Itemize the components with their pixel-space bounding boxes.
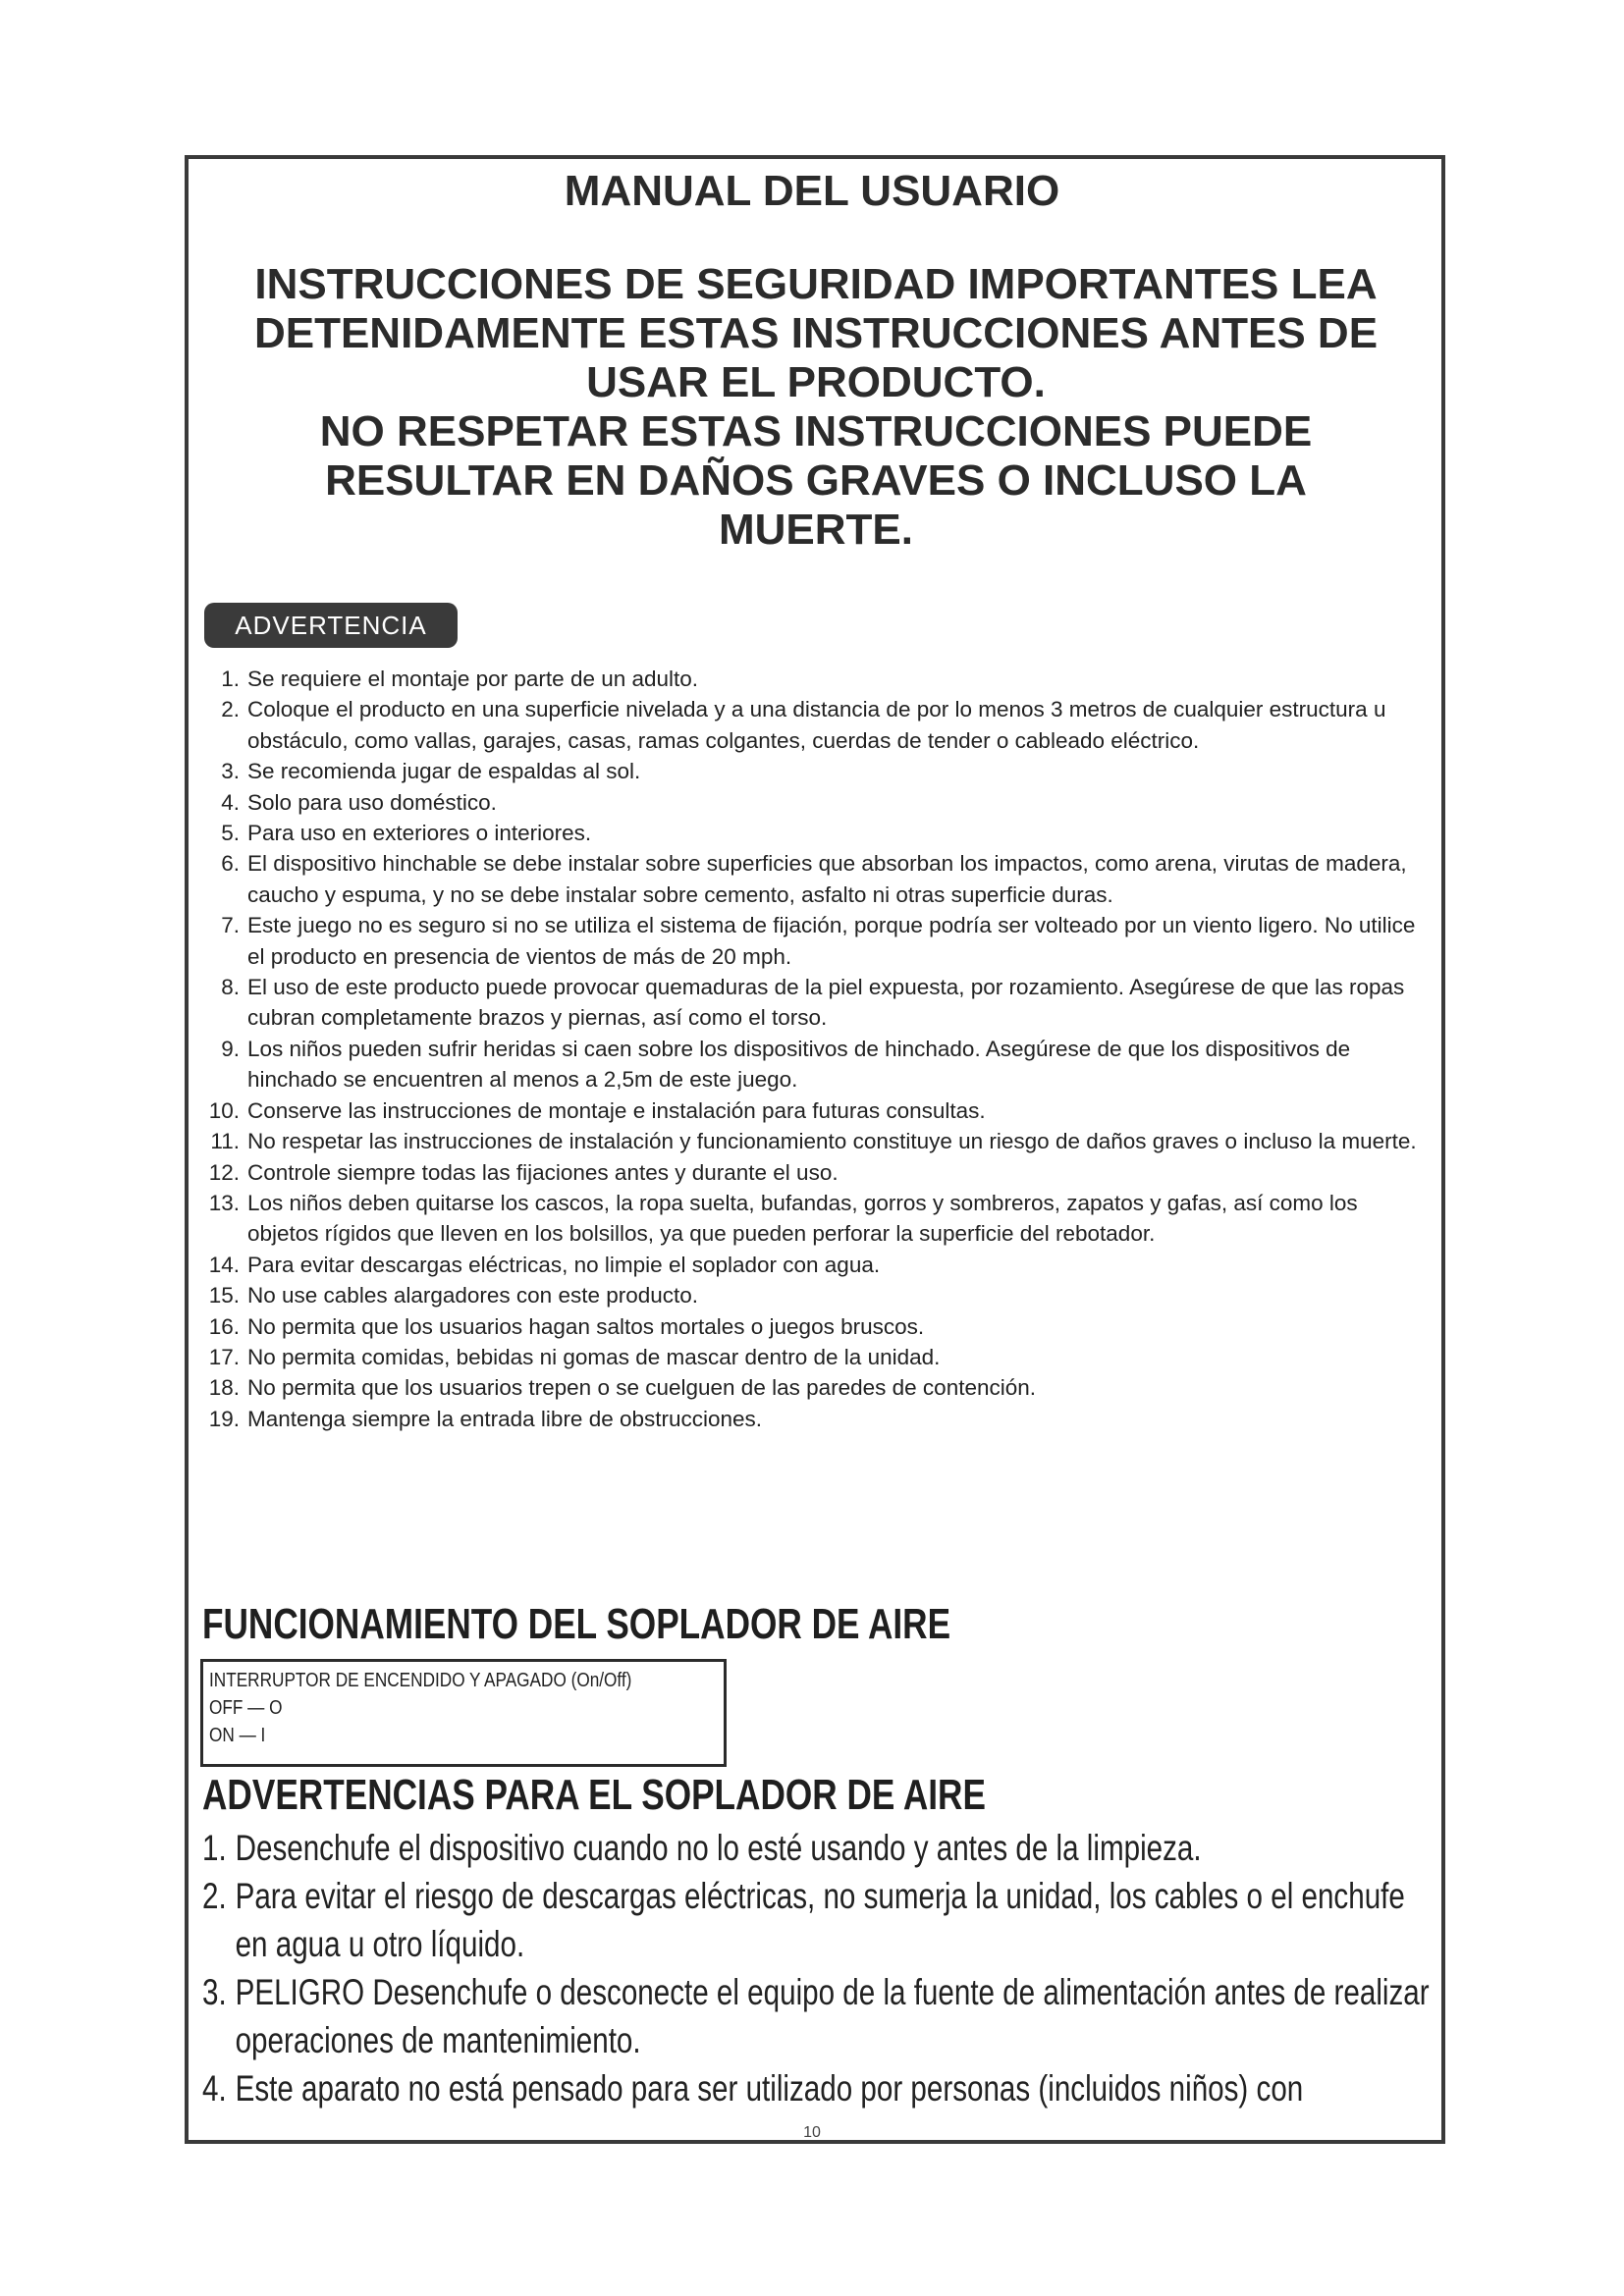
subtitle-line: RESULTAR EN DAÑOS GRAVES O INCLUSO LA [325, 456, 1307, 505]
warning-item-number: 19. [208, 1406, 240, 1431]
warning-item-text: Para evitar descargas eléctricas, no limpie el soplador con agua. [247, 1252, 881, 1277]
warning-item [187, 787, 1434, 818]
blower-warning-item-text: Este aparato no está pensado para ser utilizado por personas (incluidos niños) con [235, 2068, 1304, 2109]
switch-on-label: ON — I [209, 1725, 266, 1746]
switch-off-label: OFF — O [209, 1697, 283, 1719]
warning-item [187, 1188, 1434, 1250]
warning-item [187, 756, 1434, 786]
warning-item [187, 1157, 1434, 1188]
warning-item [187, 1280, 1434, 1310]
warning-item [187, 1034, 1434, 1095]
blower-warning-item-text: Desenchufe el dispositivo cuando no lo esté usando y antes de la limpieza. [235, 1828, 1202, 1868]
warning-item [187, 1126, 1434, 1156]
blower-warning-item-text: Para evitar el riesgo de descargas eléctricas, no sumerja la unidad, los cables o el enchufe en agua u otro líquido. [235, 1876, 1405, 1964]
blower-warning-item-number: 1. [202, 1828, 227, 1868]
blower-warning-item [202, 1824, 1430, 1872]
warning-item-text: Mantenga siempre la entrada libre de obstrucciones. [247, 1406, 763, 1431]
warning-item-text: No respetar las instrucciones de instalación y funcionamiento constituye un riesgo de daños graves o incluso la muerte. [247, 1129, 1417, 1154]
warning-item [187, 1095, 1434, 1126]
warning-item-number: 3. [221, 759, 240, 784]
blower-warning-item [202, 1968, 1430, 2064]
warning-item-number: 14. [208, 1252, 240, 1277]
warning-item-number: 9. [221, 1036, 240, 1061]
warning-badge: ADVERTENCIA [204, 603, 458, 648]
warning-item [187, 1404, 1434, 1434]
subtitle-line: INSTRUCCIONES DE SEGURIDAD IMPORTANTES LEA [254, 260, 1378, 308]
warning-list [187, 664, 1434, 1434]
warning-item-text: Los niños pueden sufrir heridas si caen sobre los dispositivos de hinchado. Asegúrese de que los dispositivos de hinchado se encuentren al menos a 2,5m de este juego. [247, 1036, 1351, 1093]
warning-item-text: Conserve las instrucciones de montaje e instalación para futuras consultas. [247, 1097, 986, 1123]
warning-item-number: 2. [221, 697, 240, 722]
subtitle-line: MUERTE. [719, 506, 913, 554]
warning-item-text: Este juego no es seguro si no se utiliza el sistema de fijación, porque podría ser volteado por un viento ligero. No utilice el producto en presencia de vientos de más de 20 mph. [247, 913, 1416, 969]
warning-item [187, 1311, 1434, 1342]
blower-warning-item-number: 2. [202, 1876, 227, 1916]
warning-item-number: 11. [210, 1129, 240, 1154]
blower-warning-item-number: 3. [202, 1972, 227, 2012]
operation-heading: FUNCIONAMIENTO DEL SOPLADOR DE AIRE [202, 1600, 951, 1648]
warning-item-number: 6. [221, 851, 240, 877]
warning-item-text: No use cables alargadores con este producto. [247, 1283, 699, 1308]
warning-item-number: 12. [208, 1159, 240, 1185]
warning-item-text: Solo para uso doméstico. [247, 789, 497, 815]
warning-item [187, 694, 1434, 756]
blower-warning-item [202, 1872, 1430, 1968]
warning-item-text: Se requiere el montaje por parte de un adulto. [247, 667, 699, 691]
warning-item-text: El uso de este producto puede provocar quemaduras de la piel expuesta, por rozamiento. Asegúrese de que las ropas cubran completamente brazos y piernas, así como el torso. [247, 975, 1405, 1031]
warning-item [187, 818, 1434, 848]
page-number: 10 [803, 2124, 821, 2141]
warning-item-text: Coloque el producto en una superficie nivelada y a una distancia de por lo menos 3 metros de cualquier estructura u obstáculo, como vallas, garajes, casas, ramas colgantes, cuerdas de tender o cableado eléctrico. [247, 697, 1386, 753]
warning-item-text: No permita que los usuarios trepen o se cuelguen de las paredes de contención. [247, 1375, 1037, 1401]
page-title: MANUAL DEL USUARIO [564, 167, 1060, 215]
warning-item-text: No permita comidas, bebidas ni gomas de mascar dentro de la unidad. [247, 1344, 941, 1369]
safety-subtitle [192, 260, 1439, 555]
warning-item-text: Para uso en exteriores o interiores. [247, 821, 592, 846]
warning-item [187, 910, 1434, 972]
blower-warning-item-number: 4. [202, 2068, 227, 2109]
blower-warnings-heading: ADVERTENCIAS PARA EL SOPLADOR DE AIRE [202, 1771, 986, 1819]
warning-item-text: No permita que los usuarios hagan saltos mortales o juegos bruscos. [247, 1313, 925, 1339]
blower-warning-item [202, 2064, 1430, 2112]
warning-item-text: Se recomienda jugar de espaldas al sol. [247, 759, 641, 784]
warning-item-number: 18. [208, 1375, 240, 1401]
blower-warning-list [202, 1824, 1430, 2112]
warning-item-number: 8. [221, 975, 240, 1000]
warning-item-text: Controle siempre todas las fijaciones antes y durante el uso. [247, 1159, 839, 1185]
blower-warning-item-text: PELIGRO Desenchufe o desconecte el equipo de la fuente de alimentación antes de realizar operaciones de mantenimiento. [235, 1972, 1430, 2060]
subtitle-line: USAR EL PRODUCTO. [586, 358, 1046, 406]
warning-item [187, 1372, 1434, 1403]
warning-item-number: 17. [208, 1344, 240, 1369]
switch-label: INTERRUPTOR DE ENCENDIDO Y APAGADO (On/Off) [209, 1670, 632, 1691]
warning-item-number: 10. [208, 1097, 240, 1123]
warning-item-number: 4. [221, 789, 240, 815]
warning-item-number: 7. [221, 913, 240, 938]
subtitle-line: NO RESPETAR ESTAS INSTRUCCIONES PUEDE [319, 407, 1313, 455]
warning-item-number: 1. [221, 667, 240, 691]
subtitle-line: DETENIDAMENTE ESTAS INSTRUCCIONES ANTES DE [253, 309, 1379, 357]
switch-info-box [200, 1659, 727, 1767]
warning-item-number: 5. [221, 821, 240, 846]
warning-item [187, 1250, 1434, 1280]
warning-item-number: 16. [208, 1313, 240, 1339]
warning-item-text: Los niños deben quitarse los cascos, la ropa suelta, bufandas, gorros y sombreros, zapatos y gafas, así como los objetos rígidos que lleven en los bolsillos, ya que pueden perforar la superficie del rebotador. [247, 1190, 1358, 1247]
warning-item-number: 15. [208, 1283, 240, 1308]
warning-item [187, 972, 1434, 1034]
warning-item-number: 13. [208, 1190, 240, 1215]
warning-item [187, 664, 1434, 694]
warning-item [187, 848, 1434, 910]
warning-item [187, 1342, 1434, 1372]
warning-item-text: El dispositivo hinchable se debe instalar sobre superficies que absorban los impactos, como arena, virutas de madera, caucho y espuma, y no se debe instalar sobre cemento, asfalto ni otras superficie duras. [247, 851, 1407, 907]
